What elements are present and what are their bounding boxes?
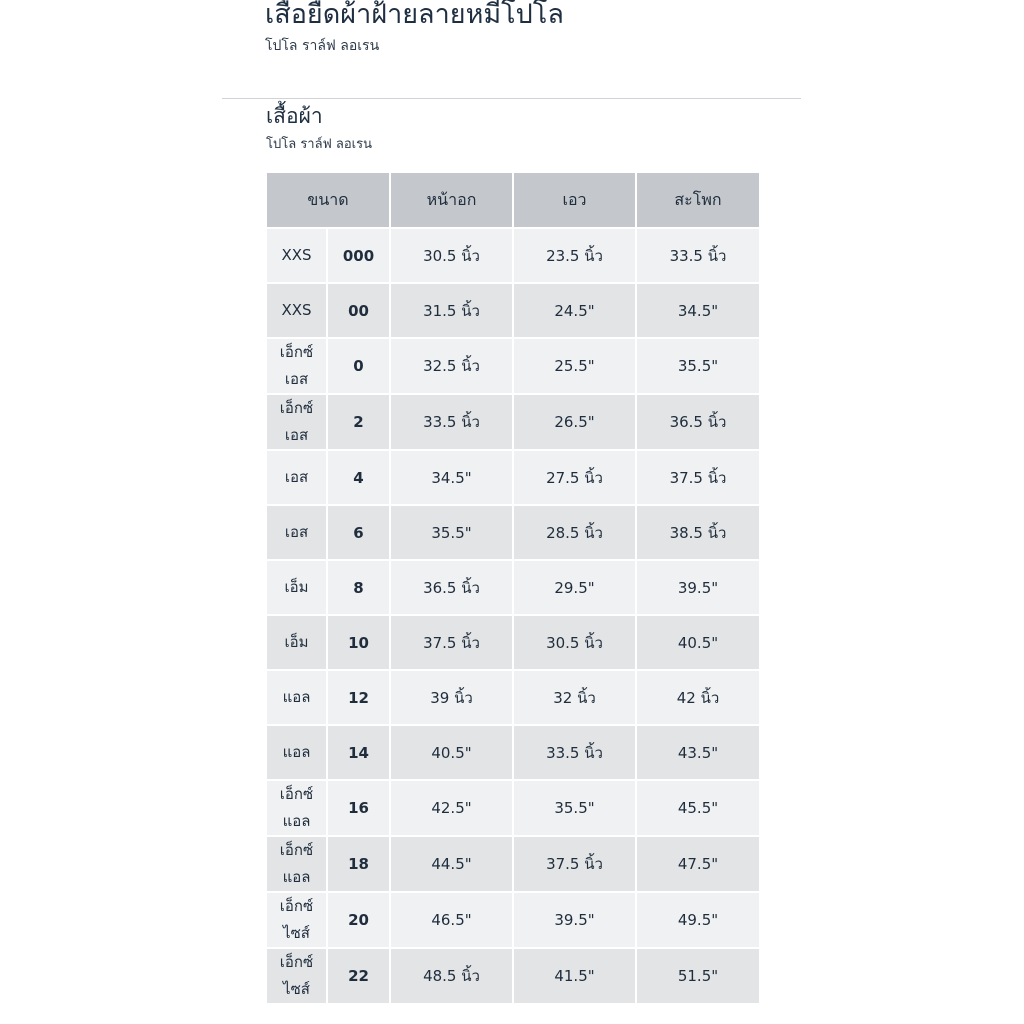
size-row <box>266 615 760 670</box>
bust-cell: 34.5" <box>390 450 513 505</box>
hip-cell: 40.5" <box>636 615 760 670</box>
size-row <box>266 948 760 1004</box>
header-size: ขนาด <box>266 172 390 228</box>
size-letter-cell: เอ็กซ์ แอล <box>266 836 327 892</box>
size-row <box>266 338 760 394</box>
size-chart-title: เสื้อผ้า <box>266 104 323 128</box>
hip-cell: 39.5" <box>636 560 760 615</box>
section-divider <box>222 98 801 99</box>
size-letter-cell: เอ็กซ์ เอส <box>266 394 327 450</box>
hip-cell: 34.5" <box>636 283 760 338</box>
bust-cell: 33.5 นิ้ว <box>390 394 513 450</box>
size-number-cell: 16 <box>327 780 390 836</box>
bust-cell: 42.5" <box>390 780 513 836</box>
size-row <box>266 892 760 948</box>
bust-cell: 37.5 นิ้ว <box>390 615 513 670</box>
header-hip: สะโพก <box>636 172 760 228</box>
size-letter-cell: เอ็ม <box>266 615 327 670</box>
size-number-cell: 4 <box>327 450 390 505</box>
size-chart-table <box>265 171 761 1005</box>
size-chart-brand: โปโล ราล์ฟ ลอเรน <box>266 137 372 152</box>
bust-cell: 31.5 นิ้ว <box>390 283 513 338</box>
hip-cell: 47.5" <box>636 836 760 892</box>
size-letter-cell: เอส <box>266 505 327 560</box>
size-number-cell: 0 <box>327 338 390 394</box>
product-title: เสื้อยืดผ้าฝ้ายลายหมีโปโล <box>265 0 564 30</box>
size-row <box>266 450 760 505</box>
bust-cell: 40.5" <box>390 725 513 780</box>
size-letter-cell: เอ็กซ์ ไซส์ <box>266 948 327 1004</box>
bust-cell: 44.5" <box>390 836 513 892</box>
size-letter-cell: XXS <box>266 228 327 283</box>
hip-cell: 37.5 นิ้ว <box>636 450 760 505</box>
size-chart-header-row <box>266 172 760 228</box>
waist-cell: 30.5 นิ้ว <box>513 615 636 670</box>
waist-cell: 35.5" <box>513 780 636 836</box>
hip-cell: 38.5 นิ้ว <box>636 505 760 560</box>
hip-cell: 49.5" <box>636 892 760 948</box>
bust-cell: 46.5" <box>390 892 513 948</box>
size-number-cell: 10 <box>327 615 390 670</box>
waist-cell: 32 นิ้ว <box>513 670 636 725</box>
size-row <box>266 560 760 615</box>
size-row <box>266 780 760 836</box>
size-letter-cell: แอล <box>266 670 327 725</box>
bust-cell: 48.5 นิ้ว <box>390 948 513 1004</box>
size-letter-cell: XXS <box>266 283 327 338</box>
size-letter-cell: แอล <box>266 725 327 780</box>
size-number-cell: 20 <box>327 892 390 948</box>
size-number-cell: 12 <box>327 670 390 725</box>
waist-cell: 24.5" <box>513 283 636 338</box>
size-number-cell: 8 <box>327 560 390 615</box>
size-number-cell: 000 <box>327 228 390 283</box>
size-number-cell: 2 <box>327 394 390 450</box>
size-row <box>266 836 760 892</box>
size-row <box>266 394 760 450</box>
waist-cell: 27.5 นิ้ว <box>513 450 636 505</box>
bust-cell: 32.5 นิ้ว <box>390 338 513 394</box>
hip-cell: 35.5" <box>636 338 760 394</box>
waist-cell: 41.5" <box>513 948 636 1004</box>
size-number-cell: 6 <box>327 505 390 560</box>
size-number-cell: 18 <box>327 836 390 892</box>
size-letter-cell: เอ็กซ์ เอส <box>266 338 327 394</box>
hip-cell: 33.5 นิ้ว <box>636 228 760 283</box>
size-letter-cell: เอ็กซ์ ไซส์ <box>266 892 327 948</box>
bust-cell: 35.5" <box>390 505 513 560</box>
size-letter-cell: เอ็กซ์ แอล <box>266 780 327 836</box>
size-row <box>266 228 760 283</box>
size-number-cell: 00 <box>327 283 390 338</box>
waist-cell: 29.5" <box>513 560 636 615</box>
bust-cell: 39 นิ้ว <box>390 670 513 725</box>
waist-cell: 26.5" <box>513 394 636 450</box>
size-letter-cell: เอ็ม <box>266 560 327 615</box>
bust-cell: 36.5 นิ้ว <box>390 560 513 615</box>
bust-cell: 30.5 นิ้ว <box>390 228 513 283</box>
size-letter-cell: เอส <box>266 450 327 505</box>
waist-cell: 23.5 นิ้ว <box>513 228 636 283</box>
size-row <box>266 670 760 725</box>
size-row <box>266 505 760 560</box>
size-number-cell: 22 <box>327 948 390 1004</box>
hip-cell: 45.5" <box>636 780 760 836</box>
product-brand[interactable]: โปโล ราล์ฟ ลอเรน <box>265 38 380 54</box>
hip-cell: 51.5" <box>636 948 760 1004</box>
waist-cell: 25.5" <box>513 338 636 394</box>
waist-cell: 28.5 นิ้ว <box>513 505 636 560</box>
hip-cell: 36.5 นิ้ว <box>636 394 760 450</box>
waist-cell: 39.5" <box>513 892 636 948</box>
size-row <box>266 283 760 338</box>
hip-cell: 43.5" <box>636 725 760 780</box>
hip-cell: 42 นิ้ว <box>636 670 760 725</box>
size-row <box>266 725 760 780</box>
waist-cell: 37.5 นิ้ว <box>513 836 636 892</box>
size-number-cell: 14 <box>327 725 390 780</box>
header-waist: เอว <box>513 172 636 228</box>
waist-cell: 33.5 นิ้ว <box>513 725 636 780</box>
header-bust: หน้าอก <box>390 172 513 228</box>
